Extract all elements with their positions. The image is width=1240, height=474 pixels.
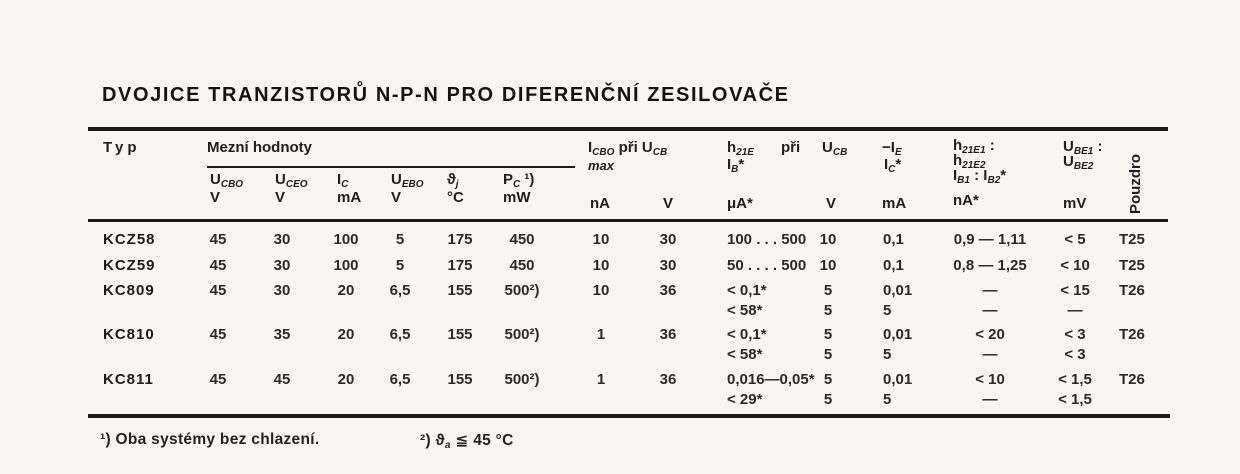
table-cell bbox=[274, 256, 291, 276]
table-bottom-rule bbox=[88, 414, 1170, 418]
table-cell bbox=[593, 281, 610, 301]
table-cell bbox=[210, 370, 227, 390]
table-cell bbox=[1119, 281, 1145, 301]
limits-subheader bbox=[210, 171, 243, 207]
table-cell-line: 5 bbox=[395, 257, 405, 274]
table-cell-line: 0,1 bbox=[883, 231, 904, 248]
table-cell bbox=[820, 256, 837, 276]
table-cell bbox=[504, 281, 539, 301]
table-cell-line: 5 bbox=[823, 391, 833, 408]
table-cell-line: — bbox=[982, 391, 998, 408]
row-type-label bbox=[103, 281, 155, 301]
table-cell-line: < 58* bbox=[727, 346, 763, 363]
page-title: DVOJICE TRANZISTORŮ N-P-N PRO DIFERENČNÍ ZESILOVAČE bbox=[102, 84, 790, 106]
table-cell-line: 450 bbox=[509, 231, 535, 248]
table-cell bbox=[883, 325, 912, 365]
table-cell bbox=[727, 256, 806, 276]
table-cell bbox=[333, 256, 358, 276]
table-cell-line: 5 bbox=[823, 346, 833, 363]
table-cell-line: 10 bbox=[819, 257, 837, 274]
table-cell bbox=[447, 230, 472, 250]
limits-subheader-text: mA bbox=[337, 189, 362, 206]
table-cell bbox=[390, 370, 411, 390]
table-cell-line: 0,9 — 1,11 bbox=[953, 231, 1027, 248]
table-cell bbox=[975, 370, 1005, 410]
footnote-2: ²) $ϑ_a$ ≦ 45 °C bbox=[420, 432, 514, 451]
table-cell bbox=[390, 325, 411, 345]
table-cell-line: < 5 bbox=[1064, 231, 1086, 248]
table-cell-line: 10 bbox=[592, 231, 610, 248]
table-cell-line: < 58* bbox=[727, 302, 763, 319]
table-cell bbox=[824, 281, 832, 321]
limits-subheader-text: V bbox=[391, 189, 402, 206]
table-cell-line: 100 bbox=[333, 231, 359, 248]
table-cell-line: < 1,5 bbox=[1058, 391, 1092, 408]
col-header-ratio bbox=[953, 137, 1007, 186]
table-cell bbox=[447, 325, 472, 345]
table-cell-line: 35 bbox=[273, 326, 291, 343]
table-cell-line: 45 bbox=[209, 326, 227, 343]
table-cell-line: 5 bbox=[823, 371, 833, 388]
table-cell-line: 36 bbox=[659, 371, 677, 388]
table-cell-line: 155 bbox=[447, 371, 473, 388]
table-cell bbox=[1064, 325, 1085, 365]
limits-subheader bbox=[503, 171, 534, 207]
limits-subheader-text: $U_{CEO}$ bbox=[275, 171, 308, 190]
table-cell-line: 100 . . . 500 bbox=[727, 231, 807, 248]
limits-subheader-text: $I_C$ bbox=[337, 171, 349, 190]
table-cell bbox=[824, 325, 832, 365]
table-cell-line: 50 . . . . 500 bbox=[727, 257, 807, 274]
table-cell bbox=[396, 256, 404, 276]
table-cell bbox=[1060, 281, 1090, 321]
table-cell bbox=[883, 370, 912, 410]
limits-subheader-text: $U_{CBO}$ bbox=[210, 171, 244, 190]
table-cell-line: 5 bbox=[883, 391, 892, 408]
table-cell-line: < 29* bbox=[727, 391, 763, 408]
limits-subheader-text: $P_C$ ¹) bbox=[503, 171, 535, 190]
table-cell-line: 6,5 bbox=[389, 326, 411, 343]
table-cell bbox=[660, 281, 677, 301]
table-cell-line: 5 bbox=[823, 326, 833, 343]
unit-icbo-v: V bbox=[663, 195, 674, 212]
col-header-ube bbox=[1063, 138, 1103, 172]
table-cell-line: 30 bbox=[273, 231, 291, 248]
row-type-label bbox=[103, 230, 156, 250]
table-cell-line: 0,8 — 1,25 bbox=[953, 257, 1027, 274]
table-cell-line: KC811 bbox=[103, 371, 154, 388]
table-cell-line: 45 bbox=[209, 257, 227, 274]
table-cell-line: 45 bbox=[209, 282, 227, 299]
table-cell bbox=[883, 281, 912, 321]
table-cell-line: T26 bbox=[1119, 371, 1145, 388]
table-cell-line: KC809 bbox=[103, 282, 155, 299]
unit-ie-ma: mA bbox=[882, 195, 907, 212]
limits-subheader-text: $ϑ_j$ bbox=[447, 171, 459, 190]
table-cell-line: T25 bbox=[1119, 257, 1145, 274]
table-cell bbox=[954, 230, 1027, 250]
table-cell bbox=[274, 281, 291, 301]
table-cell-line: < 10 bbox=[1060, 257, 1090, 274]
table-cell bbox=[593, 230, 610, 250]
limits-subheader-text: mW bbox=[503, 189, 531, 206]
table-cell-line: < 20 bbox=[975, 326, 1005, 343]
table-cell bbox=[274, 230, 291, 250]
row-type-label bbox=[103, 256, 156, 276]
table-cell-line: 450 bbox=[509, 257, 535, 274]
unit-icbo-na: nA bbox=[590, 195, 610, 212]
table-cell-line: < 15 bbox=[1060, 282, 1090, 299]
table-cell bbox=[975, 325, 1005, 365]
table-cell-line: 5 bbox=[823, 302, 833, 319]
table-cell bbox=[396, 230, 404, 250]
table-cell-line: 6,5 bbox=[389, 371, 411, 388]
table-cell-line: 5 bbox=[823, 282, 833, 299]
limits-underline bbox=[207, 166, 575, 168]
table-cell-line: 45 bbox=[209, 371, 227, 388]
col-header-ratio-line1: $h_{21E1}$ : bbox=[953, 137, 995, 156]
table-cell-line: 0,01 bbox=[883, 282, 913, 299]
col-header-h21e: $h_{21E}$ bbox=[727, 139, 754, 158]
table-cell-line: 45 bbox=[209, 231, 227, 248]
table-cell bbox=[210, 230, 227, 250]
col-header-pouzdro: Pouzdro bbox=[1127, 154, 1144, 214]
col-header-ube-line1: $U_{BE1}$ : bbox=[1063, 138, 1103, 157]
table-cell bbox=[210, 256, 227, 276]
table-cell-line: 175 bbox=[447, 257, 473, 274]
table-cell bbox=[597, 325, 605, 345]
table-cell bbox=[1119, 325, 1145, 345]
table-cell-line: 10 bbox=[592, 282, 610, 299]
table-cell-line: 155 bbox=[447, 282, 473, 299]
table-cell-line: 0,1 bbox=[883, 257, 904, 274]
table-cell bbox=[727, 230, 806, 250]
footnote-1: ¹) Oba systémy bez chlazení. bbox=[100, 431, 320, 448]
table-cell-line: T26 bbox=[1119, 282, 1145, 299]
table-cell-line: — bbox=[1067, 302, 1083, 319]
limits-subheader-text: °C bbox=[447, 189, 464, 206]
table-cell bbox=[660, 230, 677, 250]
table-cell bbox=[210, 325, 227, 345]
table-cell-line: < 10 bbox=[975, 371, 1005, 388]
table-cell bbox=[824, 370, 832, 410]
table-cell-line: < 3 bbox=[1064, 346, 1086, 363]
table-cell bbox=[593, 256, 610, 276]
table-cell-line: T26 bbox=[1119, 326, 1145, 343]
col-header-icbo: $I_{CBO}$ při $U_{CB}$ bbox=[588, 139, 668, 158]
col-header-icbo-max: max bbox=[588, 158, 615, 173]
limits-subheader bbox=[447, 171, 464, 207]
table-cell bbox=[727, 281, 767, 321]
table-cell-line: 20 bbox=[337, 371, 355, 388]
col-header-ratio-line2: $h_{21E2}$ bbox=[953, 152, 986, 171]
table-cell bbox=[338, 370, 355, 390]
table-cell bbox=[727, 370, 815, 410]
table-cell bbox=[727, 325, 767, 365]
table-cell bbox=[509, 230, 534, 250]
table-cell-line: 10 bbox=[592, 257, 610, 274]
table-cell bbox=[390, 281, 411, 301]
table-cell bbox=[1060, 256, 1090, 276]
table-cell bbox=[1064, 230, 1085, 250]
col-header-ratio-line3: $I_{B1}$ : $I_{B2}*$ bbox=[953, 167, 1007, 186]
table-cell-line: 30 bbox=[273, 257, 291, 274]
table-cell bbox=[983, 281, 998, 321]
col-header-typ: Typ bbox=[103, 139, 141, 156]
table-cell-line: 45 bbox=[273, 371, 291, 388]
limits-subheader bbox=[391, 171, 424, 207]
unit-ube-mv: mV bbox=[1063, 195, 1087, 212]
table-cell-line: 36 bbox=[659, 326, 677, 343]
table-cell-line: — bbox=[982, 282, 998, 299]
table-cell bbox=[210, 281, 227, 301]
table-cell-line: 500²) bbox=[504, 326, 540, 343]
col-header-pri: při bbox=[781, 139, 801, 156]
table-cell-line: 5 bbox=[883, 302, 892, 319]
table-cell-line: — bbox=[982, 302, 998, 319]
table-cell-line: 0,01 bbox=[883, 326, 913, 343]
table-cell bbox=[509, 256, 534, 276]
limits-subheader bbox=[337, 171, 361, 207]
table-cell-line: 100 bbox=[333, 257, 359, 274]
limits-subheader-text: V bbox=[210, 189, 221, 206]
table-cell-line: 155 bbox=[447, 326, 473, 343]
col-header-ie: $-I_E$ bbox=[882, 139, 902, 158]
table-cell-line: 500²) bbox=[504, 371, 540, 388]
table-cell bbox=[820, 230, 837, 250]
table-cell bbox=[274, 370, 291, 390]
table-cell-line: 20 bbox=[337, 326, 355, 343]
table-cell bbox=[883, 230, 904, 250]
table-cell bbox=[338, 325, 355, 345]
table-cell bbox=[504, 325, 539, 345]
row-type-label bbox=[103, 370, 154, 390]
table-cell-line: < 1,5 bbox=[1058, 371, 1092, 388]
table-cell bbox=[883, 256, 904, 276]
table-cell-line: 10 bbox=[819, 231, 837, 248]
table-cell-line: 175 bbox=[447, 231, 473, 248]
table-cell-line: 30 bbox=[659, 257, 677, 274]
table-cell-line: KCZ58 bbox=[103, 231, 156, 248]
table-cell-line: 5 bbox=[395, 231, 405, 248]
table-cell-line: < 0,1* bbox=[727, 282, 767, 299]
table-cell-line: KC810 bbox=[103, 326, 155, 343]
table-cell-line: — bbox=[982, 346, 998, 363]
limits-subheader-text: V bbox=[275, 189, 286, 206]
table-cell bbox=[1119, 230, 1145, 250]
col-header-ie-ic: $I_C*$ bbox=[884, 156, 902, 175]
table-cell-line: 5 bbox=[883, 346, 892, 363]
table-cell bbox=[274, 325, 291, 345]
unit-ratio-na: nA* bbox=[953, 192, 979, 209]
table-cell bbox=[1119, 256, 1145, 276]
table-cell-line: 0,016—0,05* bbox=[727, 371, 815, 388]
table-cell-line: KCZ59 bbox=[103, 257, 156, 274]
table-cell bbox=[338, 281, 355, 301]
table-cell-line: 500²) bbox=[504, 282, 540, 299]
table-cell-line: 1 bbox=[596, 326, 606, 343]
unit-h21e-v: V bbox=[826, 195, 837, 212]
table-cell bbox=[660, 256, 677, 276]
table-cell bbox=[447, 370, 472, 390]
table-cell bbox=[447, 256, 472, 276]
table-cell bbox=[660, 325, 677, 345]
col-header-ube-line2: $U_{BE2}$ bbox=[1063, 153, 1094, 172]
table-top-rule bbox=[88, 127, 1168, 131]
table-cell-line: < 3 bbox=[1064, 326, 1086, 343]
unit-h21e-ua: μA* bbox=[727, 195, 753, 212]
table-cell-line: < 0,1* bbox=[727, 326, 767, 343]
table-cell-line: 1 bbox=[596, 371, 606, 388]
row-type-label bbox=[103, 325, 155, 345]
col-header-ucb: $U_{CB}$ bbox=[822, 139, 848, 158]
table-cell bbox=[953, 256, 1026, 276]
table-cell bbox=[447, 281, 472, 301]
table-cell bbox=[660, 370, 677, 390]
col-header-h21e-ib: $I_B*$ bbox=[727, 156, 745, 175]
table-cell bbox=[504, 370, 539, 390]
table-cell-line: 36 bbox=[659, 282, 677, 299]
table-cell-line: 30 bbox=[273, 282, 291, 299]
table-cell bbox=[1058, 370, 1092, 410]
limits-subheader bbox=[275, 171, 308, 207]
col-group-limits: Mezní hodnoty bbox=[207, 139, 312, 156]
table-cell-line: 6,5 bbox=[389, 282, 411, 299]
limits-subheader-text: $U_{EBO}$ bbox=[391, 171, 424, 190]
table-cell bbox=[597, 370, 605, 390]
table-header-rule bbox=[88, 219, 1168, 222]
table-cell-line: 20 bbox=[337, 282, 355, 299]
table-cell-line: 30 bbox=[659, 231, 677, 248]
table-cell bbox=[1119, 370, 1145, 390]
table-cell-line: 0,01 bbox=[883, 371, 913, 388]
table-cell-line: T25 bbox=[1119, 231, 1145, 248]
table-cell bbox=[333, 230, 358, 250]
